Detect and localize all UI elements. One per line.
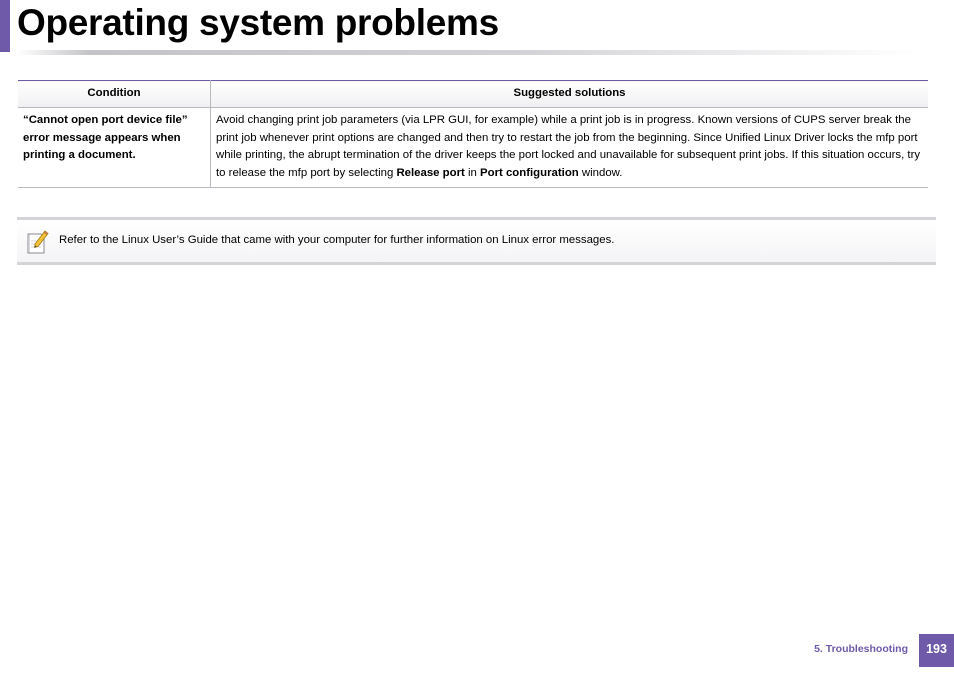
- header-condition: Condition: [18, 81, 211, 108]
- page-title: Operating system problems: [17, 2, 499, 43]
- page-number: 193: [919, 634, 954, 667]
- port-configuration-term: Port configuration: [480, 166, 579, 179]
- title-underline-rule: [17, 50, 917, 55]
- note-text: Refer to the Linux User’s Guide that came with your computer for further information on Linux error messages.: [59, 234, 615, 246]
- footer-section-label: 5. Troubleshooting: [814, 643, 908, 655]
- solution-text-end: window.: [578, 166, 623, 179]
- release-port-term: Release port: [396, 166, 465, 179]
- solution-text-middle: in: [464, 166, 481, 179]
- solution-cell: [211, 108, 929, 188]
- table-row: [18, 108, 928, 188]
- solution-text: Avoid changing print job parameters (via LPR GUI, for example) while a print job is in progress. Known versions of CUPS server break the print job whenever print options are changed and then try to restart the job from the beginning. Since Unified Linux Driver locks the mfp port while printing, the abrupt termination of the driver keeps the port locked and unavailable for subsequent print jobs. If this situation occurs, try to release the mfp port by selecting: [216, 114, 921, 179]
- note-pencil-icon: [25, 229, 49, 255]
- table-header-row: [18, 81, 928, 108]
- condition-cell: “Cannot open port device file” error message appears when printing a document.: [18, 108, 211, 188]
- solutions-table: [18, 80, 928, 188]
- header-suggested-solutions: Suggested solutions: [211, 81, 929, 108]
- left-accent-bar: [0, 0, 10, 52]
- note-box: [17, 217, 936, 265]
